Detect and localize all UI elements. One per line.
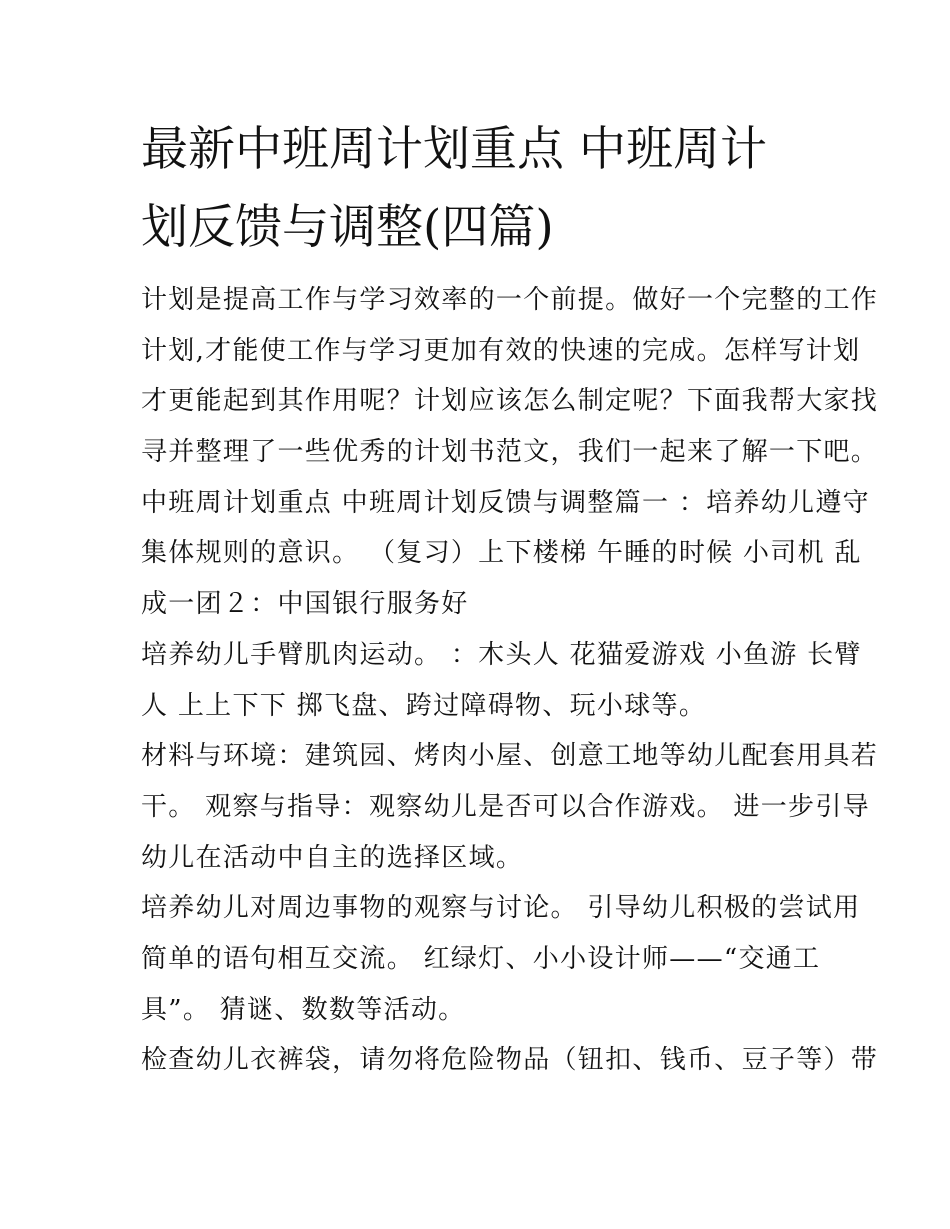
body-line: 中班周计划重点 中班周计划反馈与调整篇一 ：培养幼儿遵守 bbox=[141, 487, 870, 518]
body-line: 成一团２：中国银行服务好 bbox=[141, 589, 469, 620]
body-line: 简单的语句相互交流。 红绿灯、小小设计师——“交通工 bbox=[141, 943, 821, 974]
body-line: 集体规则的意识。 （复习）上下楼梯 午睡的时候 小司机 乱 bbox=[141, 538, 862, 569]
title-line: 划反馈与调整(四篇) bbox=[141, 200, 554, 255]
body-line: 干。 观察与指导：观察幼儿是否可以合作游戏。 进一步引导 bbox=[141, 791, 870, 822]
body-line: 检查幼儿衣裤袋，请勿将危险物品（钮扣、钱币、豆子等）带 bbox=[141, 1045, 879, 1076]
body-line: 计划,才能使工作与学习更加有效的快速的完成。怎样写计划 bbox=[141, 335, 861, 366]
title-line: 最新中班周计划重点 中班周计 bbox=[141, 122, 767, 177]
body-line: 具”。 猜谜、数数等活动。 bbox=[141, 994, 466, 1025]
body-line: 计划是提高工作与学习效率的一个前提。做好一个完整的工作 bbox=[141, 285, 879, 315]
body-line: 培养幼儿对周边事物的观察与讨论。 引导幼儿积极的尝试用 bbox=[141, 893, 861, 924]
body-line: 人 上上下下 掷飞盘、跨过障碍物、玩小球等。 bbox=[141, 690, 707, 721]
body-line: 幼儿在活动中自主的选择区域。 bbox=[141, 842, 524, 873]
body-line: 培养幼儿手臂肌肉运动。 ：木头人 花猫爱游戏 小鱼游 长臂 bbox=[141, 639, 862, 670]
document-title bbox=[141, 111, 841, 267]
body-line: 材料与环境：建筑园、烤肉小屋、创意工地等幼儿配套用具若 bbox=[141, 741, 879, 772]
body-line: 寻并整理了一些优秀的计划书范文，我们一起来了解一下吧。 bbox=[141, 437, 879, 468]
body-line: 才更能起到其作用呢？计划应该怎么制定呢？下面我帮大家找 bbox=[141, 386, 879, 417]
document-body bbox=[141, 275, 879, 1086]
